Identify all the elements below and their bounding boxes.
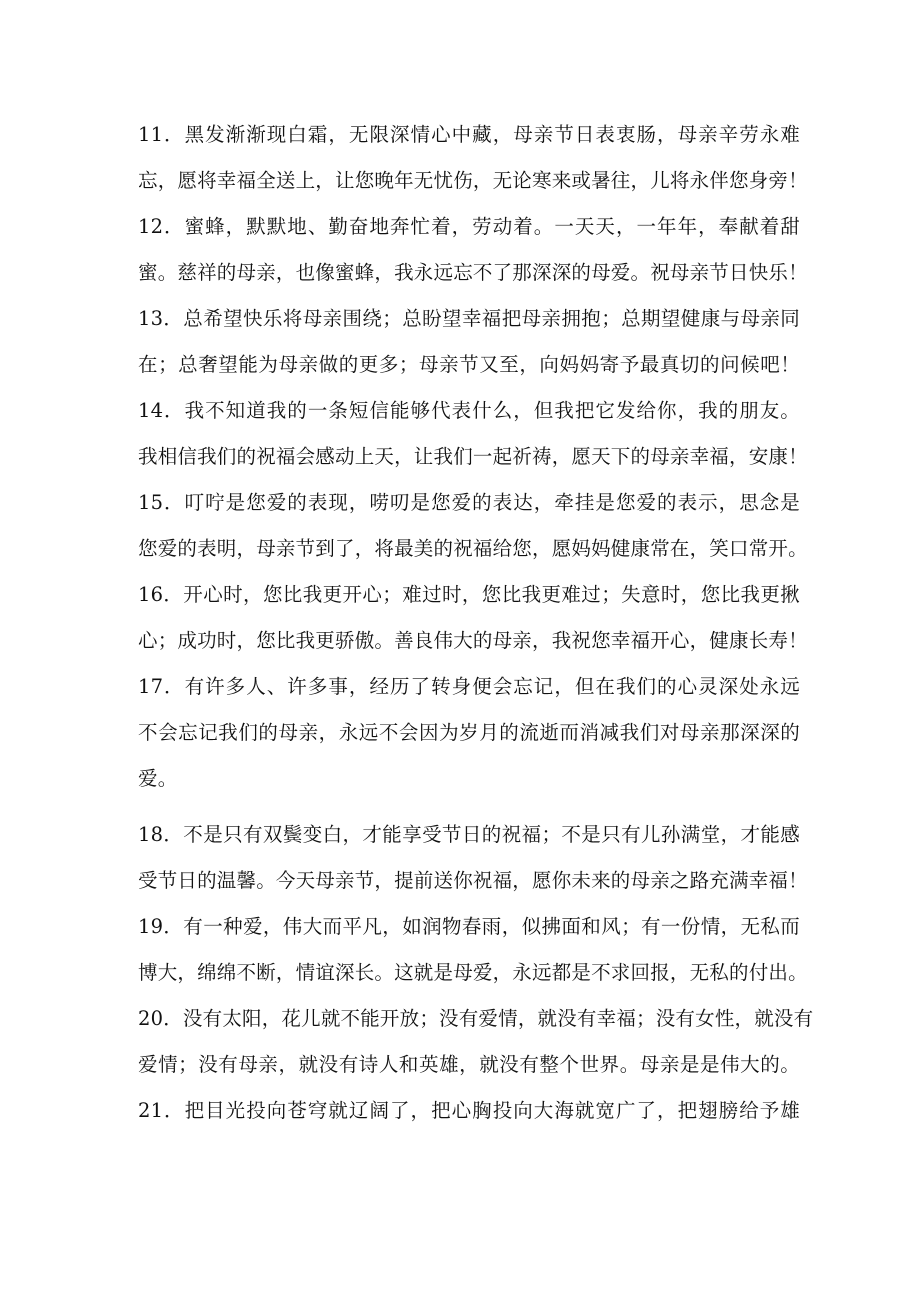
paragraph-line: 12．蜜蜂，默默地、勤奋地奔忙着，劳动着。一天天，一年年，奉献着甜 [138,215,800,238]
paragraph-line: 爱情；没有母亲，就没有诗人和英雄，就没有整个世界。母亲是是伟大的。 [138,1053,800,1076]
paragraph-17 [138,664,800,802]
paragraph-line: 14．我不知道我的一条短信能够代表什么，但我把它发给你，我的朋友。 [138,399,800,422]
paragraph-line: 11．黑发渐渐现白霜，无限深情心中藏，母亲节日表衷肠，母亲辛劳永难 [138,123,800,146]
paragraph-line: 我相信我们的祝福会感动上天，让我们一起祈祷，愿天下的母亲幸福，安康！ [138,445,808,468]
paragraph-line: 不会忘记我们的母亲，永远不会因为岁月的流逝而消减我们对母亲那深深的 [138,721,800,744]
paragraph-line: 蜜。慈祥的母亲，也像蜜蜂，我永远忘不了那深深的母爱。祝母亲节日快乐！ [138,261,808,284]
paragraph-line: 爱。 [138,767,178,790]
paragraph-line: 15．叮咛是您爱的表现，唠叨是您爱的表达，牵挂是您爱的表示，思念是 [138,491,800,514]
paragraph-18 [138,812,808,904]
paragraph-19 [138,904,808,996]
paragraph-line: 您爱的表明，母亲节到了，将最美的祝福给您，愿妈妈健康常在，笑口常开。 [138,537,808,560]
paragraph-line: 13．总希望快乐将母亲围绕；总盼望幸福把母亲拥抱；总期望健康与母亲同 [138,307,800,330]
paragraph-13 [138,296,800,388]
paragraph-14 [138,388,808,480]
paragraph-line: 18．不是只有双鬓变白，才能享受节日的祝福；不是只有儿孙满堂，才能感 [138,823,800,846]
paragraph-21 [138,1088,800,1134]
paragraph-20 [138,996,814,1088]
paragraph-line: 20．没有太阳，花儿就不能开放；没有爱情，就没有幸福；没有女性，就没有 [138,1007,814,1030]
paragraph-12 [138,204,808,296]
paragraph-16 [138,572,808,664]
paragraph-line: 心；成功时，您比我更骄傲。善良伟大的母亲，我祝您幸福开心，健康长寿！ [138,629,808,652]
paragraph-line: 21．把目光投向苍穹就辽阔了，把心胸投向大海就宽广了，把翅膀给予雄 [138,1099,800,1122]
paragraph-line: 19．有一种爱，伟大而平凡，如润物春雨，似拂面和风；有一份情，无私而 [138,915,800,938]
paragraph-line: 忘，愿将幸福全送上，让您晚年无忧伤，无论寒来或暑往，儿将永伴您身旁！ [138,169,808,192]
paragraph-11 [138,112,808,204]
paragraph-15 [138,480,808,572]
paragraph-line: 17．有许多人、许多事，经历了转身便会忘记，但在我们的心灵深处永远 [138,675,800,698]
paragraph-line: 博大，绵绵不断，情谊深长。这就是母爱，永远都是不求回报，无私的付出。 [138,961,808,984]
document-body [138,112,814,1134]
paragraph-gap [138,802,800,812]
paragraph-line: 16．开心时，您比我更开心；难过时，您比我更难过；失意时，您比我更揪 [138,583,800,606]
paragraph-line: 在；总奢望能为母亲做的更多；母亲节又至，向妈妈寄予最真切的问候吧！ [138,353,800,376]
paragraph-line: 受节日的温馨。今天母亲节，提前送你祝福，愿你未来的母亲之路充满幸福！ [138,869,808,892]
